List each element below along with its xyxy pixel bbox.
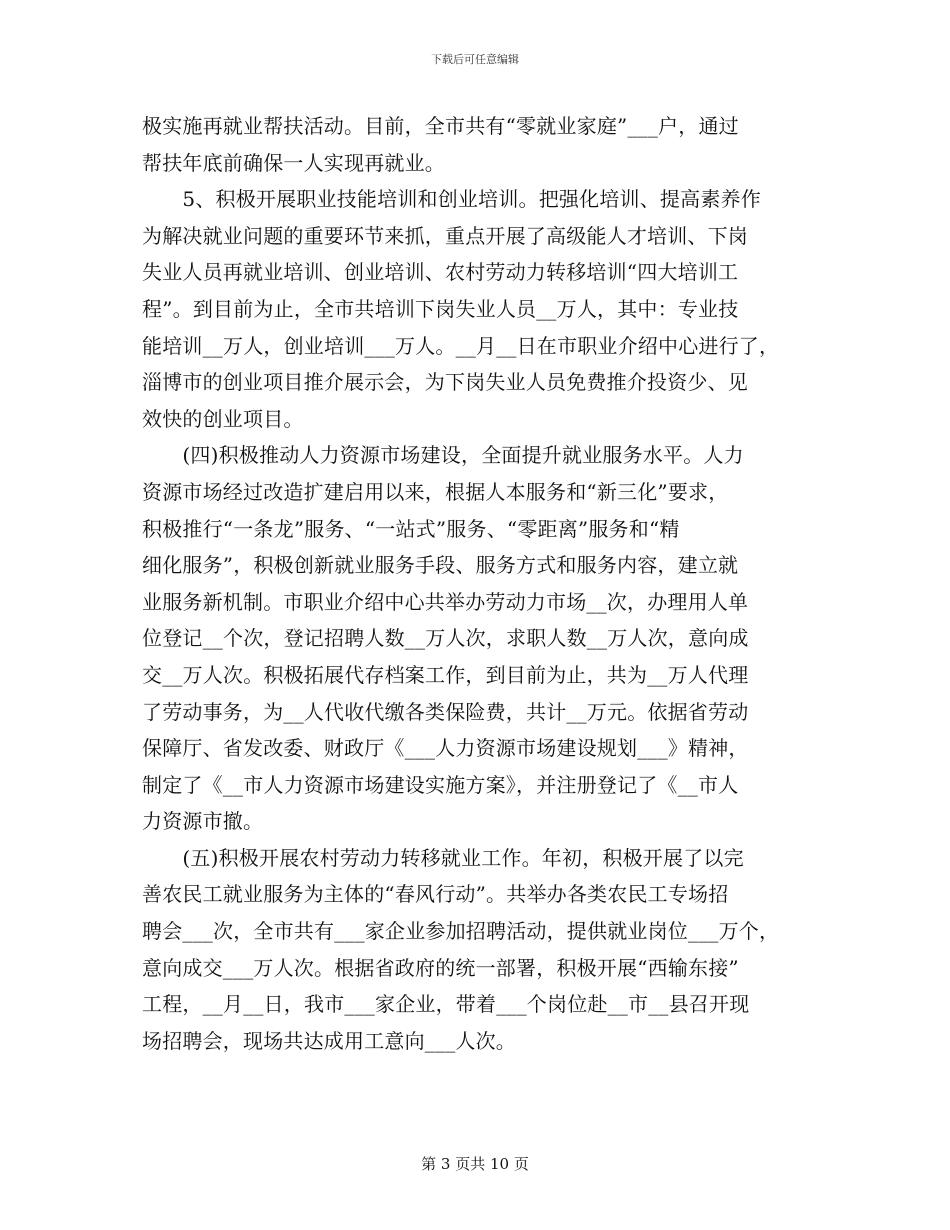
paragraph-hr-market <box>142 437 822 840</box>
text-line: 5、积极开展职业技能培训和创业培训。把强化培训、提高素养作 <box>142 187 761 212</box>
text-line: (五)积极开展农村劳动力转移就业工作。年初，积极开展了以完 <box>142 845 744 870</box>
paragraph-rural-labor <box>142 840 822 1060</box>
text-line: 交__万人次。积极拓展代存档案工作，到目前为止，共为__万人代理 <box>142 662 749 687</box>
text-line: 细化服务”，积极创新就业服务手段、服务方式和服务内容，建立就 <box>142 553 739 578</box>
text-line: 资源市场经过改造扩建启用以来，根据人本服务和“新三化”要求， <box>142 479 729 504</box>
text-line: 极实施再就业帮扶活动。目前，全市共有“零就业家庭”___户，通过 <box>142 114 739 138</box>
page-number-footer: 第 3 页共 10 页 <box>421 1155 529 1173</box>
text-line: 程”。到目前为止，全市共培训下岗失业人员__万人，其中：专业技 <box>142 296 739 321</box>
text-line: 为解决就业问题的重要环节来抓，重点开展了高级能人才培训、下岗 <box>142 223 748 248</box>
text-line: 效快的创业项目。 <box>142 406 304 431</box>
text-line: 能培训__万人，创业培训___万人。__月__日在市职业介绍中心进行了， <box>142 333 780 358</box>
text-line: 意向成交___万人次。根据省政府的统一部署，积极开展“西输东接” <box>142 955 739 980</box>
text-line: 业服务新机制。市职业介绍中心共举办劳动力市场__次，办理用人单 <box>142 589 749 614</box>
text-line: 场招聘会，现场共达成用工意向___人次。 <box>142 1028 516 1053</box>
paragraph-continued <box>142 108 822 181</box>
document-body <box>142 108 822 1059</box>
text-line: 保障厅、省发改委、财政厅《___人力资源市场建设规划___》精神， <box>142 736 749 761</box>
text-line: 帮扶年底前确保一人实现再就业。 <box>142 150 445 175</box>
text-line: 聘会___次，全市共有___家企业参加招聘活动，提供就业岗位___万个， <box>142 919 780 944</box>
text-line: 淄博市的创业项目推介展示会，为下岗失业人员免费推介投资少、见 <box>142 370 748 395</box>
text-line: (四)积极推动人力资源市场建设，全面提升就业服务水平。人力 <box>142 443 744 468</box>
paragraph-training <box>142 181 822 437</box>
text-line: 失业人员再就业培训、创业培训、农村劳动力转移培训“四大培训工 <box>142 260 739 285</box>
text-line: 积极推行“一条龙”服务、“一站式”服务、“零距离”服务和“精 <box>142 516 680 541</box>
text-line: 制定了《__市人力资源市场建设实施方案》，并注册登记了《__市人 <box>142 772 739 797</box>
text-line: 工程，__月__日，我市___家企业，带着___个岗位赴__市__县召开现 <box>142 992 750 1017</box>
page-header: 下载后可任意编辑 <box>431 53 519 66</box>
text-line: 位登记__个次，登记招聘人数__万人次，求职人数__万人次，意向成 <box>142 626 749 651</box>
text-line: 善农民工就业服务为主体的“春风行动”。共举办各类农民工专场招 <box>142 882 729 907</box>
text-line: 了劳动事务，为__人代收代缴各类保险费，共计__万元。依据省劳动 <box>142 699 749 724</box>
text-line: 力资源市撤。 <box>142 809 264 834</box>
